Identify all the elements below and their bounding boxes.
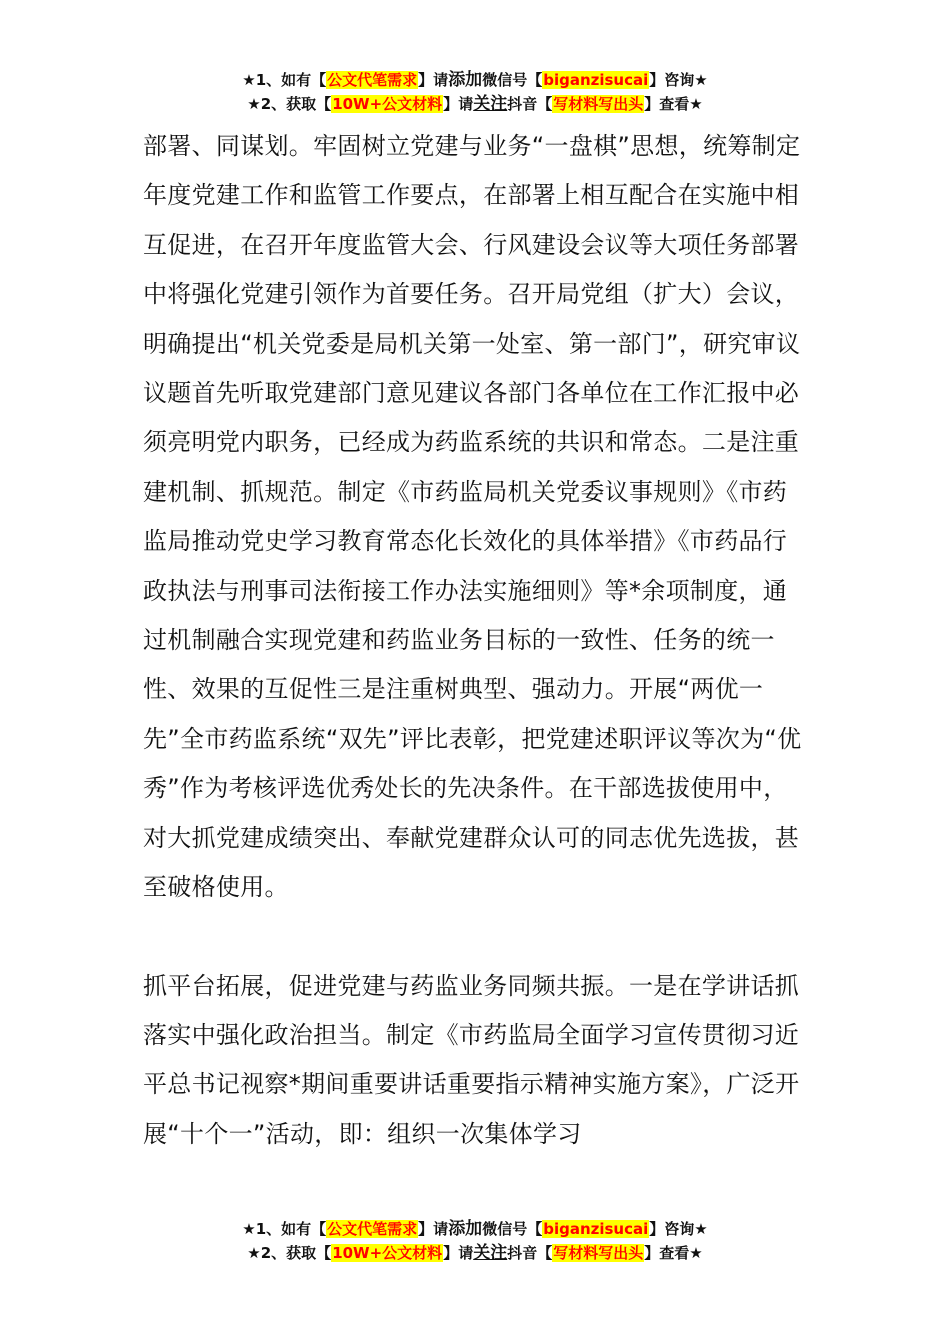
highlight-materials: 10W+公文材料 (332, 95, 443, 113)
highlight-service: 公文代笔需求 (327, 1220, 418, 1238)
promo-banner-bottom (0, 1217, 950, 1265)
promo-banner-top (0, 68, 950, 116)
highlight-wechat-id: biganzisucai (543, 71, 649, 89)
document-body (143, 122, 807, 1159)
highlight-douyin: 写材料写出头 (553, 95, 644, 113)
paragraph: 部署、同谋划。牢固树立党建与业务“一盘棋”思想，统筹制定年度党建工作和监管工作要点，在部署上相互配合在实施中相互促进，在召开年度监管大会、行风建设会议等大项任务部署中将强化党建引领作为首要任务。召开局党组（扩大）会议，明确提出“机关党委是局机关第一处室、第一部门”，研究审议议题首先听取党建部门意见建议各部门各单位在工作汇报中必须亮明党内职务，已经成为药监系统的共识和常态。二是注重建机制、抓规范。制定《市药监局机关党委议事规则》《市药监局推动党史学习教育常态化长效化的具体举措》《市药品行政执法与刑事司法衔接工作办法实施细则》等*余项制度，通过机制融合实现党建和药监业务目标的一致性、任务的统一性、效果的互促性三是注重树典型、强动力。开展“两优一先”全市药监系统“双先”评比表彰，把党建述职评议等次为“优秀”作为考核评选优秀处长的先决条件。在干部选拔使用中，对大抓党建成绩突出、奉献党建群众认可的同志优先选拔，甚至破格使用。 (143, 132, 802, 902)
promo-line-1: ★1、如有【公文代笔需求】请添加微信号【biganzisucai】咨询★ (242, 70, 708, 90)
promo-line-2: ★2、获取【10W+公文材料】请关注抖音【写材料写出头】查看★ (247, 94, 703, 114)
highlight-wechat-id: biganzisucai (543, 1220, 649, 1238)
promo-line-2: ★2、获取【10W+公文材料】请关注抖音【写材料写出头】查看★ (247, 1243, 703, 1263)
highlight-service: 公文代笔需求 (327, 71, 418, 89)
promo-line-1: ★1、如有【公文代笔需求】请添加微信号【biganzisucai】咨询★ (242, 1219, 708, 1239)
paragraph: 抓平台拓展，促进党建与药监业务同频共振。一是在学讲话抓落实中强化政治担当。制定《市药监局全面学习宣传贯彻习近平总书记视察*期间重要讲话重要指示精神实施方案》，广泛开展“十个一”活动，即：组织一次集体学习 (143, 971, 800, 1148)
highlight-douyin: 写材料写出头 (553, 1244, 644, 1262)
highlight-materials: 10W+公文材料 (332, 1244, 443, 1262)
